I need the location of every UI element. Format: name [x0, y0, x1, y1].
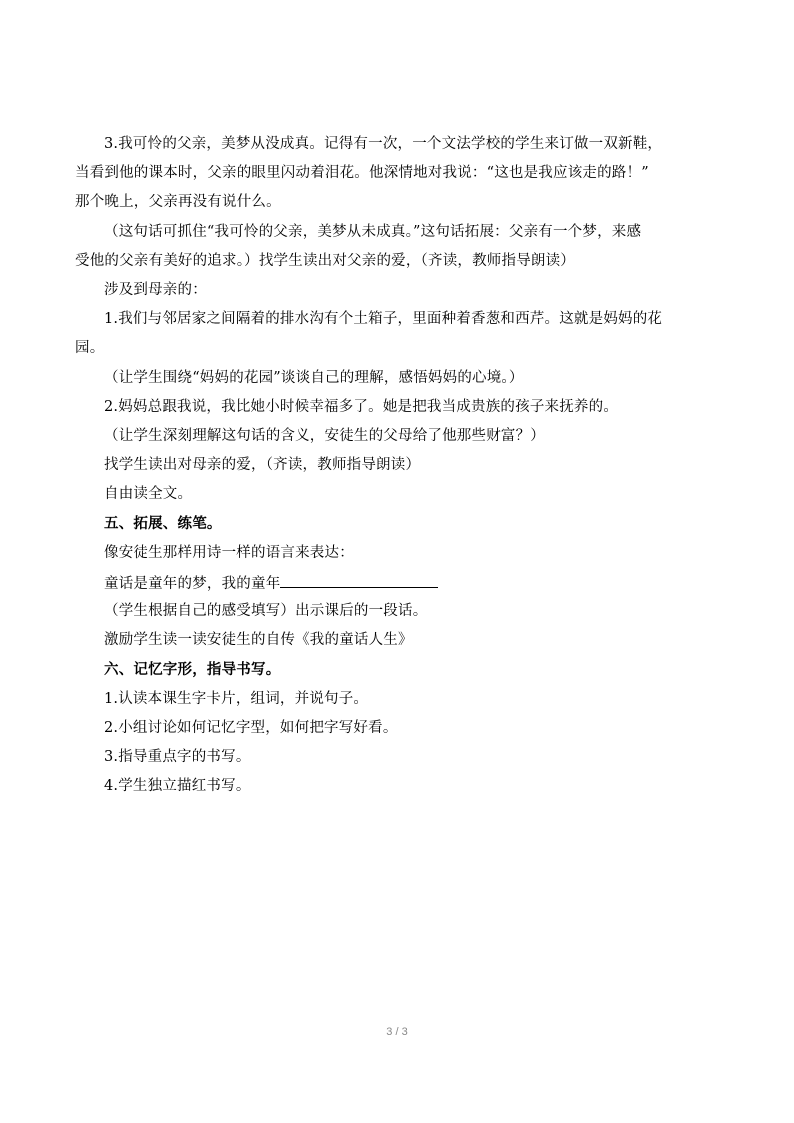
paragraph-fill-blank [104, 572, 438, 594]
fill-blank-prompt: 童话是童年的梦，我的童年 [104, 576, 281, 592]
list-item-2: 2.小组讨论如何记忆字型，如何把字写好看。 [104, 720, 398, 736]
list-item-4: 4.学生独立描红书写。 [104, 778, 251, 794]
paragraph-mother-happy: 2.妈妈总跟我说，我比她小时候幸福多了。她是把我当成贵族的孩子来抚养的。 [104, 399, 619, 415]
paragraph-mother-love: 找学生读出对母亲的爱，（齐读，教师指导朗读） [104, 457, 421, 473]
paragraph-fill-note: （学生根据自己的感受填写）出示课后的一段话。 [104, 603, 428, 619]
paragraph-father-dream-cont-2: 那个晚上，父亲再没有说什么。 [75, 194, 281, 210]
paragraph-mother-intro: 涉及到母亲的： [104, 282, 207, 298]
section-heading-writing: 六、记忆字形，指导书写。 [104, 661, 281, 678]
paragraph-free-read: 自由读全文。 [104, 486, 193, 502]
paragraph-father-dream: 3.我可怜的父亲，美梦从没成真。记得有一次，一个文法学校的学生来订做一双新鞋， [104, 136, 663, 152]
list-item-3: 3.指导重点字的书写。 [104, 749, 251, 765]
paragraph-autobiography: 激励学生读一读安徒生的自传《我的童话人生》 [104, 632, 413, 648]
paragraph-mother-garden: 1.我们与邻居家之间隔着的排水沟有个土箱子，里面种着香葱和西芹。这就是妈妈的花 [104, 311, 663, 327]
paragraph-wealth-note: （让学生深刻理解这句话的含义，安徒生的父母给了他那些财富？） [104, 428, 545, 444]
paragraph-father-note: （这句话可抓住“我可怜的父亲，美梦从未成真。”这句话拓展：父亲有一个梦，来感 [104, 224, 642, 240]
paragraph-father-note-cont: 受他的父亲有美好的追求。）找学生读出对父亲的爱，（齐读，教师指导朗读） [75, 253, 575, 269]
paragraph-garden-note: （让学生围绕“妈妈的花园”谈谈自己的理解，感悟妈妈的心境。） [104, 370, 524, 386]
list-item-1: 1.认读本课生字卡片，组词，并说句子。 [104, 691, 369, 707]
paragraph-poetic-language: 像安徒生那样用诗一样的语言来表达： [104, 545, 354, 561]
page-number: 3 / 3 [386, 1026, 408, 1038]
paragraph-father-dream-cont-1: 当看到他的课本时，父亲的眼里闪动着泪花。他深情地对我说：“这也是我应该走的路！” [75, 165, 649, 181]
fill-blank-line [280, 572, 438, 588]
section-heading-extend: 五、拓展、练笔。 [104, 515, 222, 532]
paragraph-mother-garden-cont: 园。 [75, 340, 105, 356]
